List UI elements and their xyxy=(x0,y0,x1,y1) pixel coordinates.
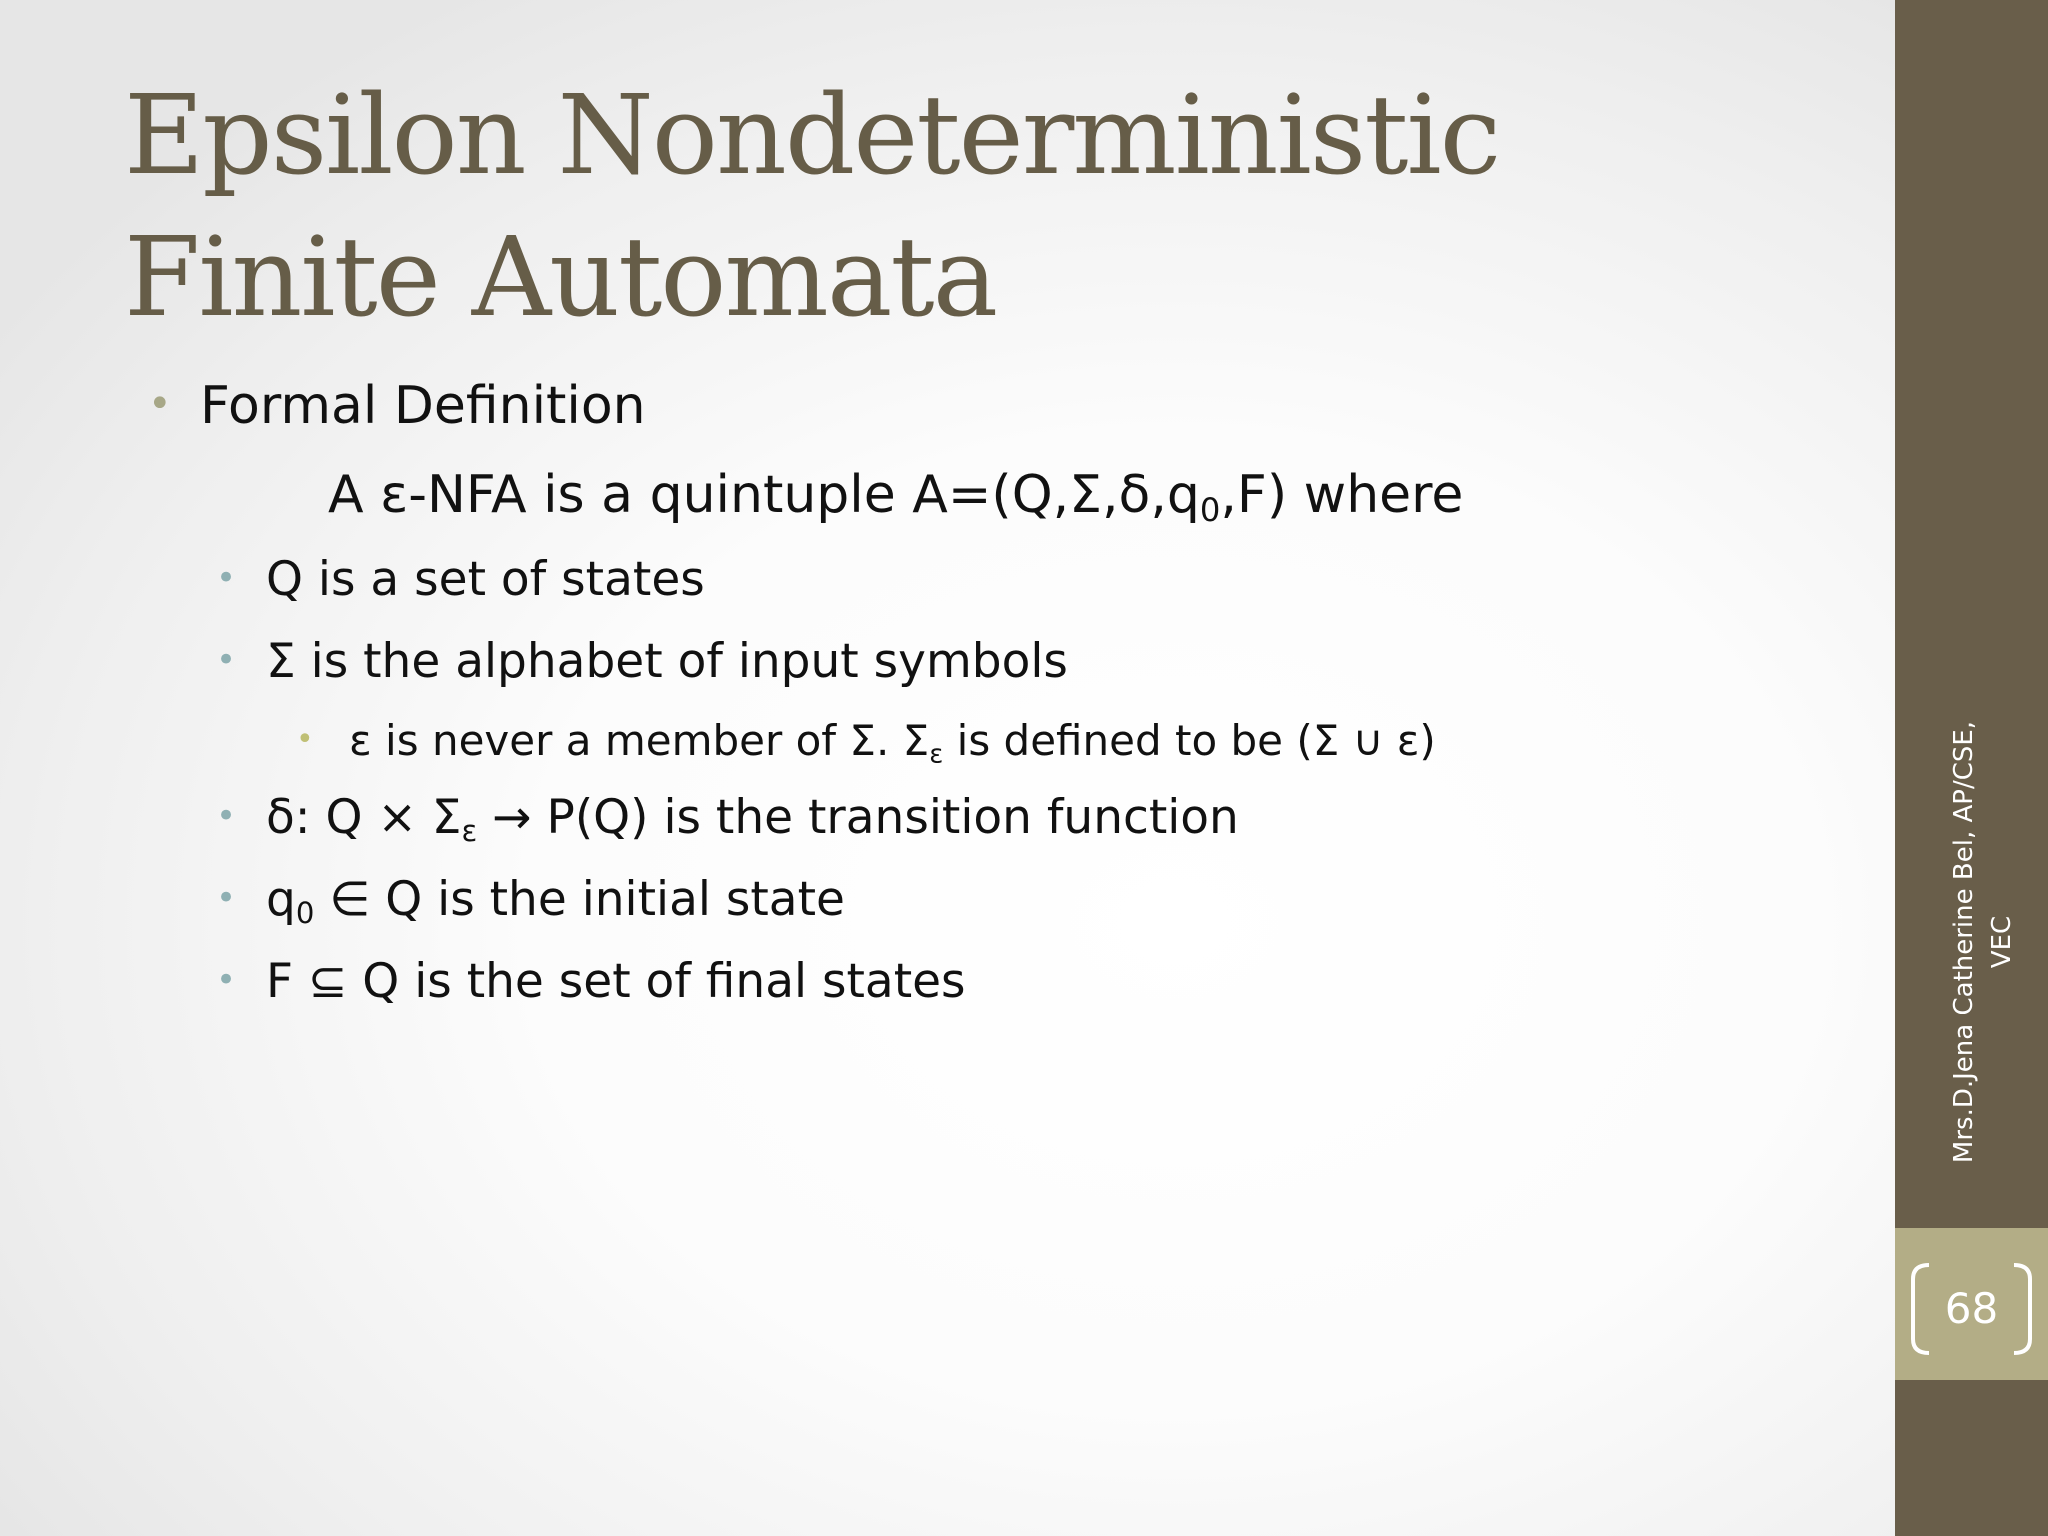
intro-line xyxy=(328,465,1464,530)
intro-prefix: A ε-NFA is a quintuple A=(Q,Σ,δ,q xyxy=(328,465,1200,525)
item-q0 xyxy=(266,872,845,931)
page-number: 68 xyxy=(1944,1284,1999,1333)
bullet-dot-icon: • xyxy=(216,878,237,918)
intro-suffix: ,F) where xyxy=(1220,465,1464,525)
bullet-dot-icon: • xyxy=(216,796,237,836)
item-sigma: Σ is the alphabet of input symbols xyxy=(266,634,1068,689)
item-f: F ⊆ Q is the set of final states xyxy=(266,954,966,1009)
bullet-dot-icon: • xyxy=(216,558,237,598)
q0-subscript: 0 xyxy=(295,896,315,931)
item-delta xyxy=(266,790,1239,849)
intro-subscript: 0 xyxy=(1199,491,1221,530)
item-q: Q is a set of states xyxy=(266,552,705,607)
epsilon-note-subscript: ε xyxy=(929,739,944,770)
footer-author: Mrs.D.Jena Catherine Bel, AP/CSE, VEC xyxy=(1949,720,2017,1164)
bullet-dot-icon: • xyxy=(148,381,172,427)
bullet-dot-icon: • xyxy=(296,722,314,757)
bullet-dot-icon: • xyxy=(216,640,237,680)
epsilon-note-suffix: is defined to be (Σ ∪ ε) xyxy=(943,716,1436,765)
heading-formal-definition: Formal Definition xyxy=(200,376,646,436)
q0-prefix: q xyxy=(266,872,296,927)
slide-title: Epsilon Nondeterministic Finite Automata xyxy=(124,71,1500,341)
q0-suffix: ∈ Q is the initial state xyxy=(314,872,845,927)
epsilon-note-prefix: ε is never a member of Σ. Σ xyxy=(349,716,930,765)
delta-suffix: → P(Q) is the transition function xyxy=(477,790,1239,845)
delta-prefix: δ: Q × Σ xyxy=(266,790,462,845)
bullet-dot-icon: • xyxy=(216,960,237,1000)
item-epsilon-note xyxy=(349,716,1436,770)
delta-subscript: ε xyxy=(461,814,478,849)
